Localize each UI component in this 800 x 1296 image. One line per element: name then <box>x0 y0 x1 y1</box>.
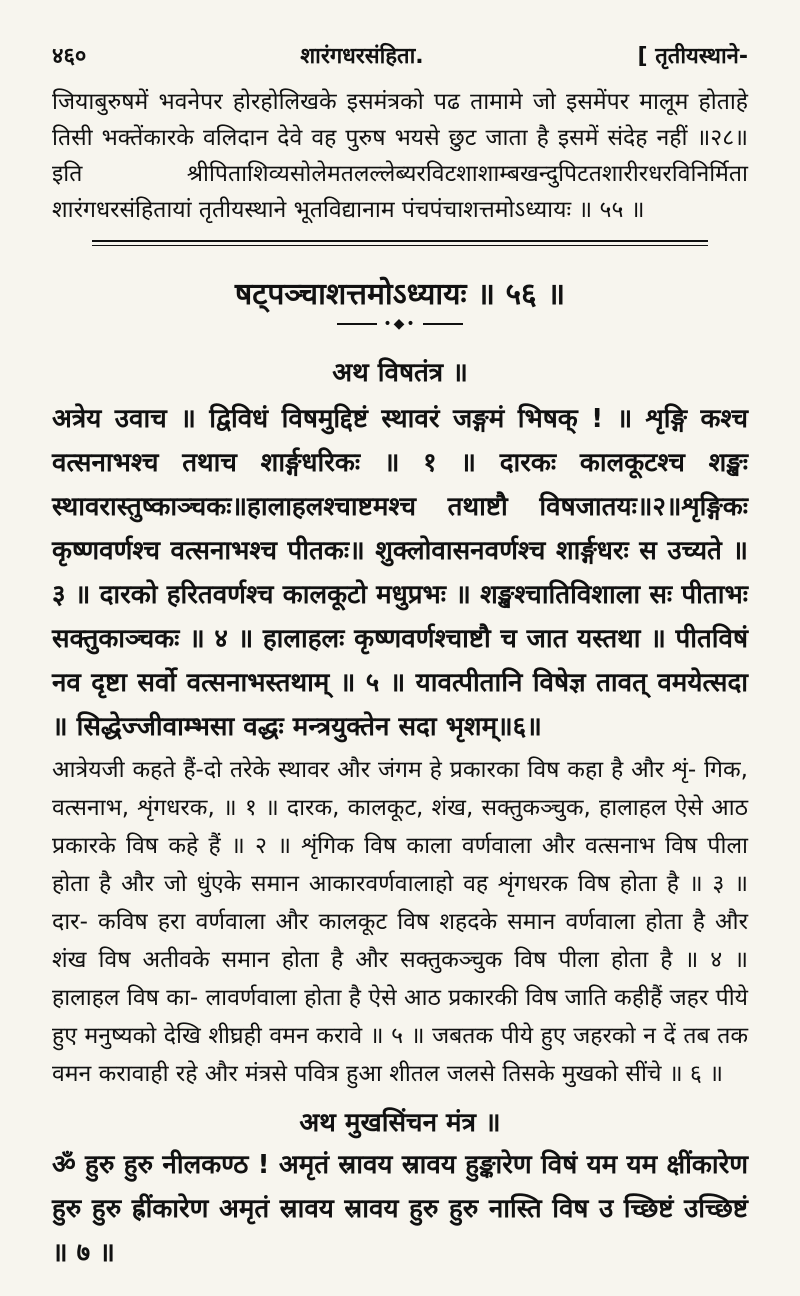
page-header <box>52 40 748 70</box>
ornament-glyph: •◆• <box>383 316 417 332</box>
section-divider <box>92 240 708 246</box>
mantra-heading: अथ मुखसिंचन मंत्र ॥ <box>299 1108 501 1138</box>
section-heading: अथ विषतंत्र ॥ <box>332 358 468 388</box>
sanskrit-verses: अत्रेय उवाच ॥ द्विविधं विषमुद्दिष्टं स्थावरं जङ्गमं भिषक् ! ॥ शृङ्गि कश्च वत्सनाभश्च तथाच शार्ङ्गधरिकः ॥ १ ॥ दारकः कालकूटश्च शङ्खः स्थावरास्तुष्काञ्चकः॥हालाहलश्चाष्टमश्च तथाष्टौ विषजातयः॥२॥शृङ्गिकः कृष्णवर्णश्च वत्सनाभश्च पीतकः॥ शुक्लोवासनवर्णश्च शार्ङ्गधरः स उच्यते ॥ ३ ॥ दारको हरितवर्णश्च कालकूटो मधुप्रभः ॥ शङ्खश्चातिविशाला सः पीताभः सक्तुकाञ्चकः ॥ ४ ॥ हालाहलः कृष्णवर्णश्चाष्टौ च जात यस्तथा ॥ पीतविषं नव दृष्टा सर्वो वत्सनाभस्तथाम् ॥ ५ ॥ यावत्पीतानि विषेज्ञ तावत् वमयेत्सदा ॥ सिद्धेज्जीवाम्भसा वद्धः मन्त्रयुक्तेन सदा भृशम्॥६॥ <box>52 404 748 742</box>
ornament-line-left <box>337 323 377 325</box>
chapter-title: षट्पञ्चाशत्तमोऽध्यायः ॥ ५६ ॥ <box>234 277 566 312</box>
section-running-title: [ तृतीयस्थाने- <box>637 44 748 69</box>
intro-paragraph: जियाबुरुषमें भवनेपर होरहोलिखके इसमंत्रको पढ तामामे जो इसमेंपर मालूम होताहे तिसी भक्तेंकारके वलिदान देवे वह पुरुष भयसे छुट जाता है इसमें संदेह नहीं ॥२८॥ इति श्रीपिताशिव्यसोलेमतलल्लेब्यरविटशाशाम्बखन्दुपिटतशारीरधरविनिर्मिता शारंगधरसंहितायां तृतीयस्थाने भूतविद्यानाम पंचपंचाशत्तमोऽध्यायः ॥ ५५ ॥ <box>52 89 748 223</box>
title-ornament <box>52 317 748 331</box>
running-title: शारंगधरसंहिता. <box>300 44 424 69</box>
divider-rule-thick <box>92 240 708 242</box>
hindi-translation: आत्रेयजी कहते हैं-दो तरेके स्थावर और जंगम हे प्रकारका विष कहा है और शृं- गिक, वत्सनाभ, शृंगधरक, ॥ १ ॥ दारक, कालकूट, शंख, सक्तुकञ्चुक, हालाहल ऐसे आठ प्रकारके विष कहे हैं ॥ २ ॥ शृंगिक विष काला वर्णवाला और वत्सनाभ विष पीला होता है और जो धुंएके समान आकारवर्णवालाहो वह शृंगधरक विष होता है ॥ ३ ॥ दार- कविष हरा वर्णवाला और कालकूट विष शहदके समान वर्णवाला होता है और शंख विष अतीवके समान होता है और सक्तुकञ्चुक विष पीला होता है ॥ ४ ॥ हालाहल विष का- लावर्णवाला होता है ऐसे आठ प्रकारकी विष जाति कहीहैं जहर पीये हुए मनुष्यको देखि शीघ्रही वमन करावे ॥ ५ ॥ जबतक पीये हुए जहरको न दें तब तक वमन करावाही रहे और मंत्रसे पवित्र हुआ शीतल जलसे तिसके मुखको सींचे ॥ ६ ॥ <box>52 757 748 1087</box>
ornament-line-right <box>423 323 463 325</box>
page-number: ४६० <box>52 44 87 69</box>
mantra-text: ॐ हुरु हुरु नीलकण्ठ ! अमृतं स्रावय स्रावय हुङ्कारेण विषं यम यम क्षींकारेण हुरु हुरु ह्रींकारेण अमृतं स्रावय स्रावय हुरु हुरु नास्ति विष उ च्छिष्टं उच्छिष्टं ॥ ७ ॥ <box>52 1150 748 1268</box>
divider-rule-thin <box>92 245 708 246</box>
